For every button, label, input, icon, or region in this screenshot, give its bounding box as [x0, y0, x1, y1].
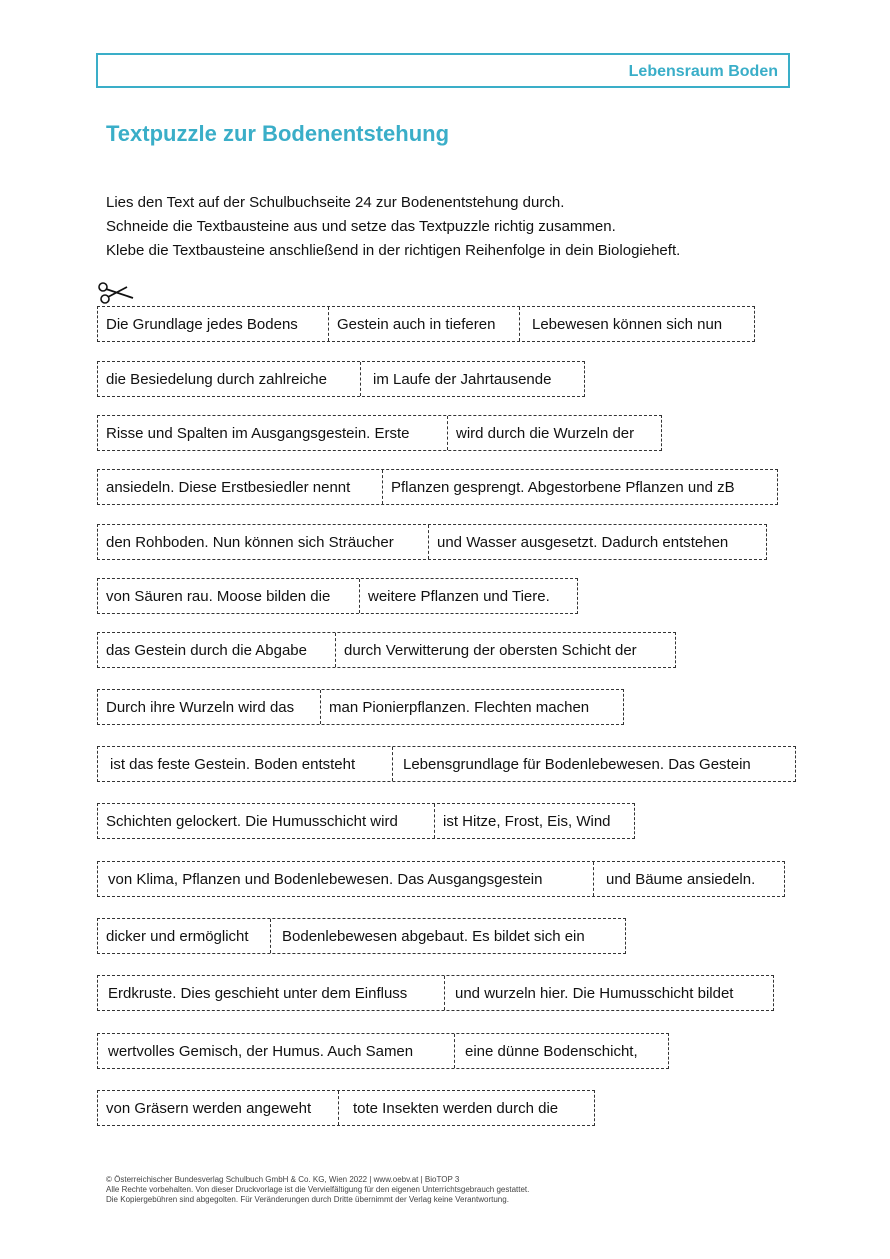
- puzzle-piece[interactable]: ist Hitze, Frost, Eis, Wind: [443, 812, 611, 830]
- puzzle-row: [97, 1033, 669, 1069]
- puzzle-piece[interactable]: dicker und ermöglicht: [98, 919, 271, 953]
- puzzle-piece[interactable]: Pflanzen gesprengt. Abgestorbene Pflanzen und zB: [391, 478, 735, 496]
- footer-line: Die Kopiergebühren sind abgegolten. Für Veränderungen durch Dritte übernimmt der Verlag keine Verantwortung.: [106, 1195, 509, 1204]
- scissors-icon: [97, 281, 135, 305]
- puzzle-row: [97, 975, 774, 1011]
- puzzle-piece[interactable]: tote Insekten werden durch die: [353, 1099, 559, 1117]
- puzzle-piece[interactable]: ansiedeln. Diese Erstbesiedler nennt: [98, 470, 383, 504]
- puzzle-piece[interactable]: Schichten gelockert. Die Humusschicht wird: [98, 804, 435, 838]
- puzzle-piece[interactable]: eine dünne Bodenschicht,: [465, 1042, 638, 1060]
- header-label: Lebensraum Boden: [628, 63, 778, 80]
- header-box: [96, 53, 790, 88]
- puzzle-row: [97, 861, 785, 897]
- puzzle-piece[interactable]: von Säuren rau. Moose bilden die: [98, 579, 360, 613]
- instruction-line: Lies den Text auf der Schulbuchseite 24 zur Bodenentstehung durch.: [106, 194, 565, 211]
- puzzle-piece[interactable]: Lebewesen können sich nun: [532, 315, 723, 333]
- puzzle-row: [97, 306, 755, 342]
- puzzle-piece[interactable]: wird durch die Wurzeln der: [456, 424, 635, 442]
- page-title: Textpuzzle zur Bodenentstehung: [106, 121, 450, 146]
- puzzle-row: [97, 469, 778, 505]
- puzzle-row: [97, 689, 624, 725]
- puzzle-piece[interactable]: die Besiedelung durch zahlreiche: [98, 362, 361, 396]
- puzzle-piece[interactable]: und Wasser ausgesetzt. Dadurch entstehen: [437, 533, 729, 551]
- instruction-line: Schneide die Textbausteine aus und setze das Textpuzzle richtig zusammen.: [106, 218, 616, 235]
- puzzle-row: [97, 803, 635, 839]
- puzzle-piece[interactable]: Durch ihre Wurzeln wird das: [98, 690, 321, 724]
- footer: [106, 1175, 529, 1205]
- puzzle-piece[interactable]: ist das feste Gestein. Boden entsteht: [98, 747, 393, 781]
- puzzle-row: [97, 1090, 595, 1126]
- puzzle-row: [97, 361, 585, 397]
- puzzle-piece[interactable]: im Laufe der Jahrtausende: [373, 370, 552, 388]
- puzzle-row: [97, 746, 796, 782]
- puzzle-piece[interactable]: man Pionierpflanzen. Flechten machen: [329, 698, 590, 716]
- puzzle-piece[interactable]: Risse und Spalten im Ausgangsgestein. Erste: [98, 416, 448, 450]
- puzzle-piece[interactable]: wertvolles Gemisch, der Humus. Auch Samen: [98, 1034, 455, 1068]
- puzzle-piece[interactable]: Erdkruste. Dies geschieht unter dem Einfluss: [98, 976, 445, 1010]
- puzzle-row: [97, 524, 767, 560]
- puzzle-piece[interactable]: Lebensgrundlage für Bodenlebewesen. Das Gestein: [403, 755, 751, 773]
- puzzle-row: [97, 578, 578, 614]
- puzzle-piece[interactable]: Gestein auch in tieferen: [329, 307, 520, 341]
- puzzle-row: [97, 415, 662, 451]
- puzzle-piece[interactable]: Bodenlebewesen abgebaut. Es bildet sich ein: [282, 927, 585, 945]
- puzzle-row: [97, 918, 626, 954]
- puzzle-piece[interactable]: durch Verwitterung der obersten Schicht der: [344, 641, 637, 659]
- puzzle-piece[interactable]: und wurzeln hier. Die Humusschicht bildet: [455, 984, 734, 1002]
- puzzle-piece[interactable]: von Gräsern werden angeweht: [98, 1091, 339, 1125]
- footer-line: © Österreichischer Bundesverlag Schulbuch GmbH & Co. KG, Wien 2022 | www.oebv.at | BioTOP 3: [106, 1175, 460, 1184]
- footer-line: Alle Rechte vorbehalten. Von dieser Druckvorlage ist die Vervielfältigung für den eigenen Unterrichtsgebrauch gestattet.: [106, 1185, 530, 1194]
- puzzle-piece[interactable]: weitere Pflanzen und Tiere.: [368, 587, 550, 605]
- instructions: [106, 191, 680, 263]
- puzzle-piece[interactable]: das Gestein durch die Abgabe: [98, 633, 336, 667]
- puzzle-piece[interactable]: den Rohboden. Nun können sich Sträucher: [98, 525, 429, 559]
- puzzle-piece[interactable]: Die Grundlage jedes Bodens: [98, 307, 329, 341]
- puzzle-piece[interactable]: von Klima, Pflanzen und Bodenlebewesen. Das Ausgangsgestein: [98, 862, 594, 896]
- puzzle-piece[interactable]: und Bäume ansiedeln.: [606, 870, 756, 888]
- instruction-line: Klebe die Textbausteine anschließend in der richtigen Reihenfolge in dein Biologieheft.: [106, 242, 681, 259]
- puzzle-row: [97, 632, 676, 668]
